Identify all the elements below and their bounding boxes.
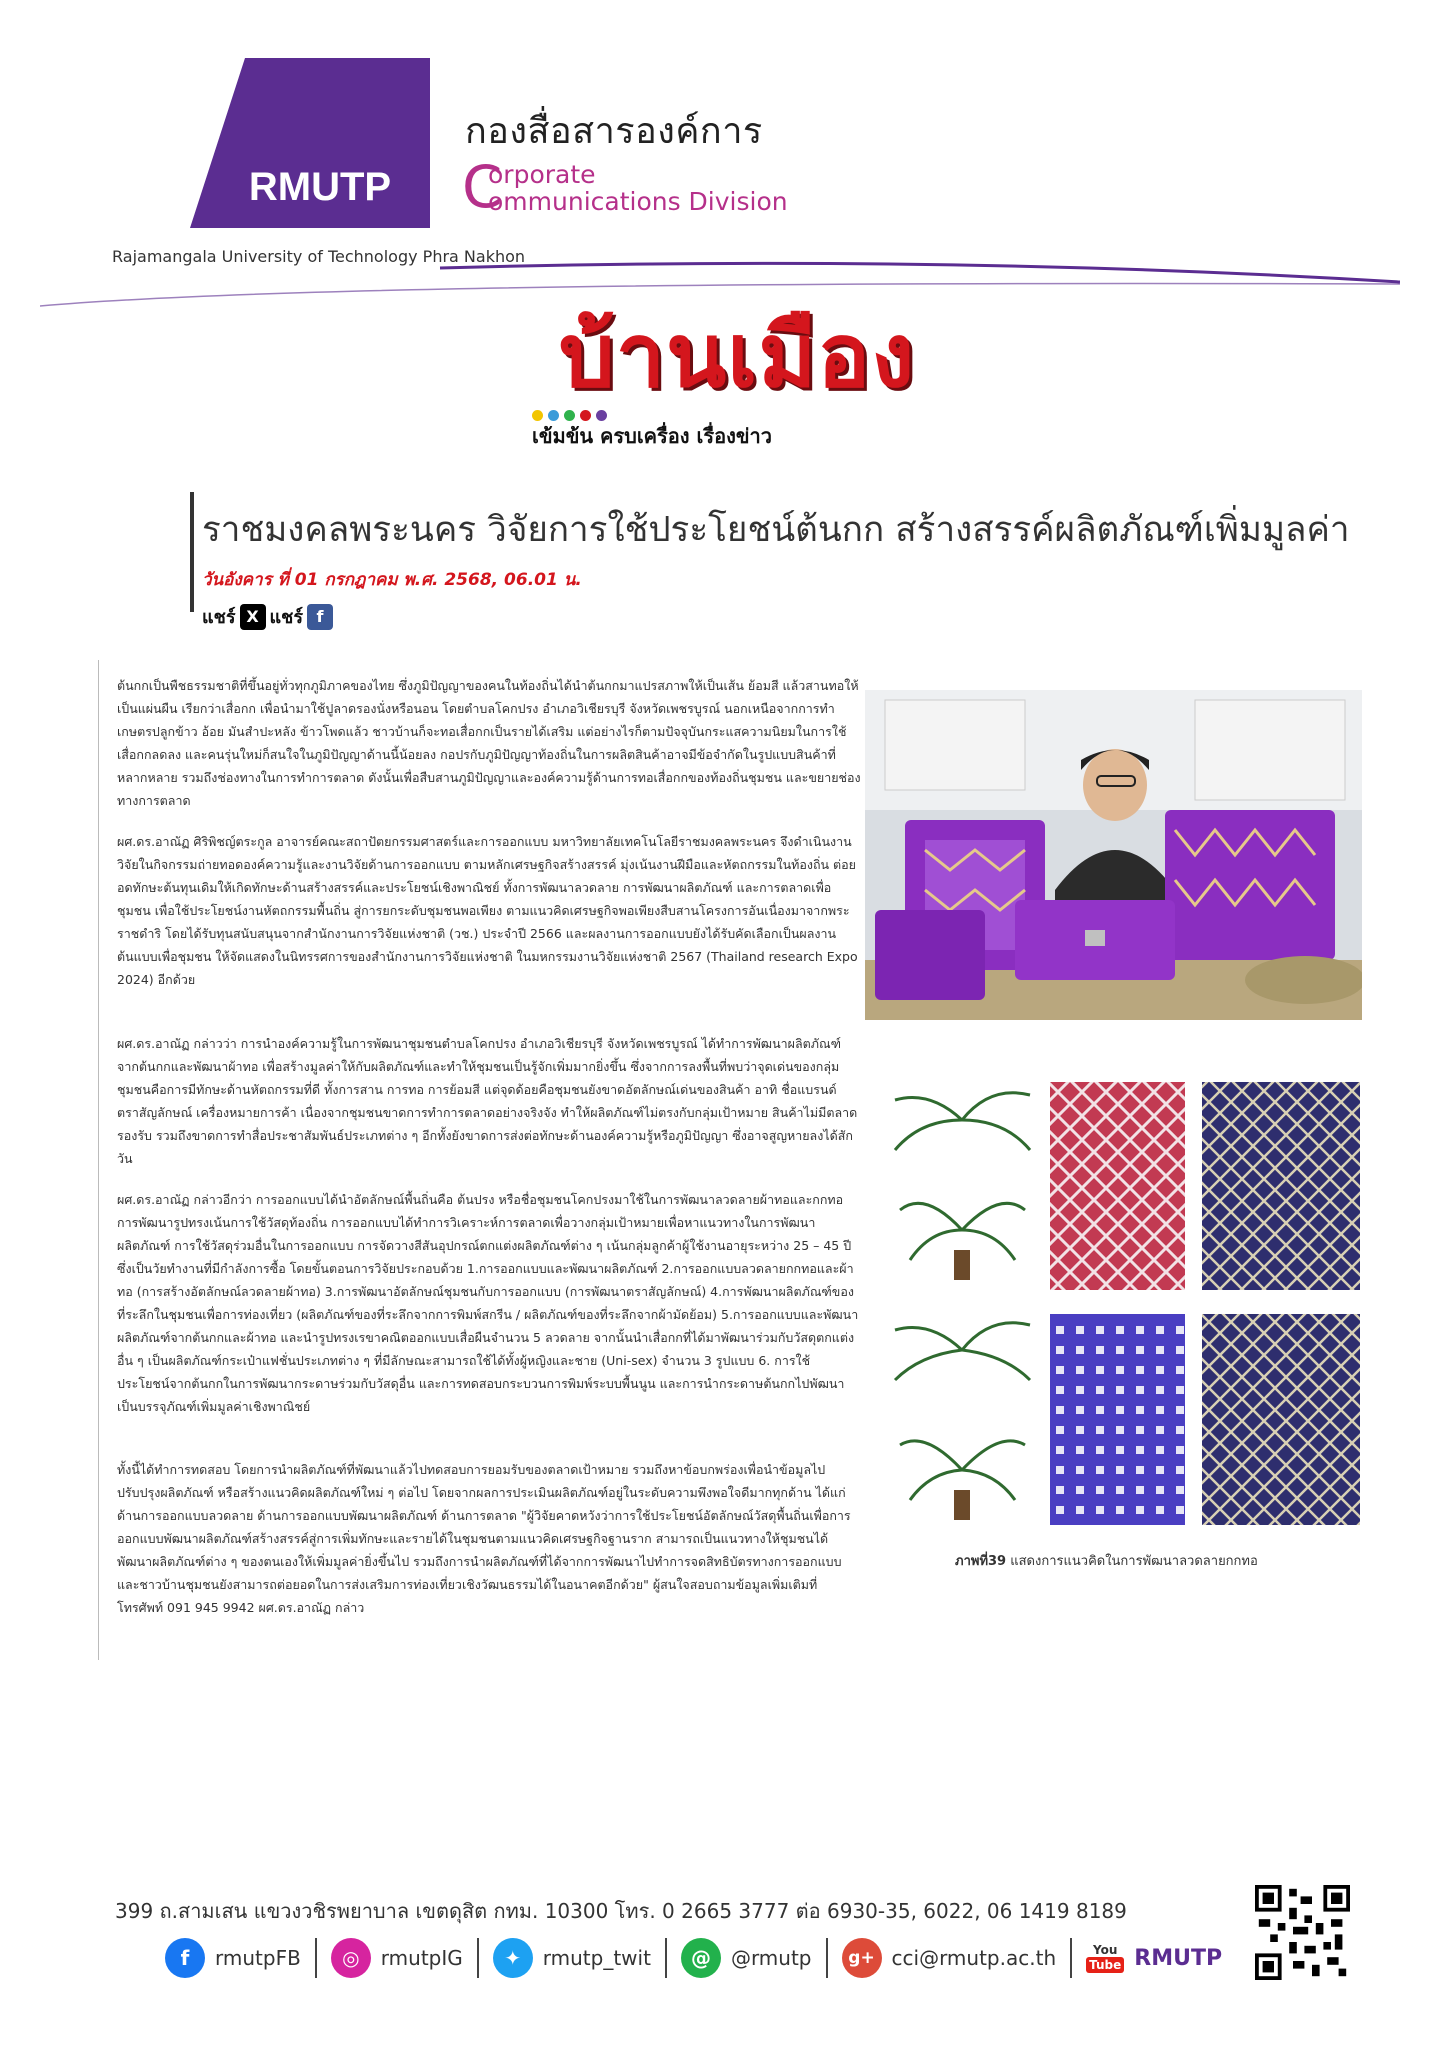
separator (1070, 1938, 1072, 1978)
separator (477, 1938, 479, 1978)
x-share-icon[interactable]: X (240, 604, 266, 630)
newspaper-tagline: เข้มข้น ครบเครื่อง เรื่องข่าว (532, 424, 772, 448)
newspaper-masthead (512, 300, 962, 460)
share-label: แชร์ (269, 607, 303, 628)
pattern-concept-figure (890, 1080, 1360, 1530)
share-label: แชร์ (202, 607, 236, 628)
line-handle[interactable]: @rmutp (730, 1946, 812, 1970)
article-body (98, 660, 869, 1660)
instagram-handle[interactable]: rmutpIG (380, 1946, 463, 1970)
cycad-plant-illustration (890, 1310, 1035, 1525)
separator (826, 1938, 828, 1978)
share-row (202, 602, 333, 631)
facebook-share-icon[interactable]: f (307, 604, 333, 630)
newspaper-name: บ้านเมือง (558, 303, 916, 407)
google-plus-icon[interactable]: g+ (842, 1938, 882, 1978)
separator (665, 1938, 667, 1978)
youtube-icon-bottom: Tube (1086, 1957, 1124, 1973)
headline-accent-bar (190, 492, 194, 612)
division-initial: C (462, 153, 503, 221)
footer-address: 399 ถ.สามเสน แขวงวชิรพยาบาล เขตดุสิต กทม. 10300 โทร. 0 2665 3777 ต่อ 6930-35, 6022, 06 1419 8189 (115, 1899, 1127, 1923)
cycad-plant-illustration (890, 1080, 1035, 1290)
blue-woven-pattern (1050, 1314, 1185, 1525)
researcher-with-bags-photo (865, 690, 1362, 1020)
facebook-icon[interactable]: f (165, 1938, 205, 1978)
navy-woven-pattern (1202, 1082, 1360, 1290)
line-icon[interactable]: @ (681, 1938, 721, 1978)
caption-text: แสดงการแนวคิดในการพัฒนาลวดลายกกทอ (1006, 1554, 1258, 1569)
email-address[interactable]: cci@rmutp.ac.th (891, 1946, 1057, 1970)
article-paragraph: ทั้งนี้ได้ทำการทดสอบ โดยการนำผลิตภัณฑ์ที่พัฒนาแล้วไปทดสอบการยอมรับของตลาดเป้าหมาย รวมถึงหาข้อบกพร่องเพื่อนำข้อมูลไปปรับปรุงผลิตภัณฑ์ หรือสร้างแนวคิดผลิตภัณฑ์ใหม่ ๆ ต่อไป โดยจากผลการประเมินผลิตภัณฑ์อยู่ในระดับความพึงพอใจดีมากทุกด้าน ได้แก่ ด้านการออกแบบลวดลาย ด้านการออกแบบพัฒนาผลิตภัณฑ์ ด้านการตลาด "ผู้วิจัยคาดหวังว่าการใช้ประโยชน์อัตลักษณ์วัสดุพื้นถิ่นเพื่อการออกแบบพัฒนาผลิตภัณฑ์สร้างสรรค์สู่การเพิ่มทักษะและรายได้ในชุมชนตามแนวคิดเศรษฐกิจฐานราก สามารถเป็นแนวทางให้ชุมชนได้พัฒนาผลิตภัณฑ์ต่าง ๆ ของตนเองให้เพิ่มมูลค่ายิ่งขึ้นไป รวมถึงการนำผลิตภัณฑ์ที่ได้จากการพัฒนาไปทำการจดสิทธิบัตรทางการออกแบบ และชาวบ้านชุมชนยังสามารถต่อยอดในการส่งเสริมการท่องเที่ยวเชิงวัฒนธรรมได้ในอนาคตอีกด้วย" ผู้สนใจสอบถามข้อมูลเพิ่มเติมที่ โทรศัพท์ 091 945 9942 ผศ.ดร.อาณัฏ กล่าว (117, 1462, 851, 1615)
youtube-icon[interactable] (1086, 1943, 1124, 1973)
twitter-handle[interactable]: rmutp_twit (542, 1946, 651, 1970)
division-line-2: ommunications Division (488, 187, 788, 216)
article-dateline: วันอังคาร ที่ 01 กรกฎาคม พ.ศ. 2568, 06.01 น. (202, 570, 582, 590)
article-paragraph: ต้นกกเป็นพืชธรรมชาติที่ขึ้นอยู่ทั่วทุกภูมิภาคของไทย ซึ่งภูมิปัญญาของคนในท้องถิ่นได้นำต้นกกมาแปรสภาพให้เป็นเส้น ย้อมสี แล้วสานทอให้เป็นแผ่นผืน เรียกว่าเสื่อกก เพื่อนำมาใช้ปูลาดรองนั่งหรือนอน โดยตำบลโคกปรง อำเภอวิเชียรบุรี จังหวัดเพชรบูรณ์ นอกเหนือจากการทำเกษตรปลูกข้าว อ้อย มันสำปะหลัง ข้าวโพดแล้ว ชาวบ้านก็จะทอเสื่อกกเป็นรายได้เสริม แต่อย่างไรก็ตามปัจจุบันกระแสความนิยมในการใช้เสื่อกกลดลง และคนรุ่นใหม่ก็สนใจในภูมิปัญญาด้านนี้น้อยลง กอปรกับภูมิปัญญาท้องถิ่นในการผลิตสินค้าอาจมีข้อจำกัดในรูปแบบสินค้าที่หลากหลาย รวมถึงช่องทางในการทำการตลาด ดังนั้นเพื่อสืบสานภูมิปัญญาและองค์ความรู้ด้านการทอเสื่อกกของท้องถิ่นชุมชน และขยายช่องทางการตลาด (117, 678, 861, 808)
twitter-icon[interactable]: ✦ (493, 1938, 533, 1978)
qr-code[interactable] (1255, 1885, 1350, 1980)
separator (315, 1938, 317, 1978)
youtube-icon-top: You (1093, 1943, 1118, 1957)
red-woven-pattern (1050, 1082, 1185, 1290)
navy-woven-pattern (1202, 1314, 1360, 1525)
rmutp-logo (190, 58, 430, 228)
article-headline: ราชมงคลพระนคร วิจัยการใช้ประโยชน์ต้นกก สร้างสรรค์ผลิตภัณฑ์เพิ่มมูลค่า (202, 510, 1350, 550)
logo-text: RMUTP (248, 165, 392, 209)
article-paragraph: ผศ.ดร.อาณัฏ กล่าวว่า การนำองค์ความรู้ในการพัฒนาชุมชนตำบลโคกปรง อำเภอวิเชียรบุรี จังหวัดเพชรบูรณ์ ได้ทำการพัฒนาผลิตภัณฑ์จากต้นกกและพัฒนาผ้าทอ เพื่อสร้างมูลค่าให้กับผลิตภัณฑ์และทำให้ชุมชนเป็นรู้จักเพิ่มมากยิ่งขึ้น ซึ่งจากการลงพื้นที่พบว่าจุดเด่นของกลุ่มชุมชนคือการมีทักษะด้านหัตถกรรมที่ดี ทั้งการสาน การทอ การย้อมสี แต่จุดด้อยคือชุมชนยังขาดอัตลักษณ์เด่นของสินค้า อาทิ ชื่อแบรนด์ ตราสัญลักษณ์ เครื่องหมายการค้า เนื่องจากชุมชนขาดการทำการตลาดอย่างจริงจัง ทำให้ผลิตภัณฑ์ไม่ตรงกับกลุ่มเป้าหมาย สินค้าไม่มีตลาดรองรับ รวมถึงขาดการทำสื่อประชาสัมพันธ์ประเภทต่าง ๆ อีกทั้งยังขาดการส่งต่อทักษะด้านองค์ความรู้หรือภูมิปัญญา ซึ่งอาจสูญหายลงได้สักวัน (117, 1036, 858, 1166)
instagram-icon[interactable]: ◎ (331, 1938, 371, 1978)
figure-caption (955, 1550, 1258, 1571)
article-paragraph: ผศ.ดร.อาณัฏ ศิริพิชญ์ตระกูล อาจารย์คณะสถาปัตยกรรมศาสตร์และการออกแบบ มหาวิทยาลัยเทคโนโลยีราชมงคลพระนคร จึงดำเนินงานวิจัยในกิจกรรมถ่ายทอดองค์ความรู้และงานวิจัยด้านการออกแบบ ตามหลักเศรษฐกิจสร้างสรรค์ มุ่งเน้นงานฝีมือและหัตถกรรมในท้องถิ่น ต่อยอดทักษะต้นทุนเดิมให้เกิดทักษะด้านสร้างสรรค์และประโยชน์เชิงพาณิชย์ ทั้งการพัฒนาลวดลาย การพัฒนาผลิตภัณฑ์ และการตลาดเพื่อชุมชน เพื่อใช้ประโยชน์งานหัตถกรรมพื้นถิ่น สู่การยกระดับชุมชนพอเพียง ตามแนวคิดเศรษฐกิจพอเพียงสืบสานโครงการอันเนื่องมาจากพระราชดำริ โดยได้รับทุนสนับสนุนจากสำนักงานการวิจัยแห่งชาติ (วช.) ประจำปี 2566 และผลงานการออกแบบยังได้รับคัดเลือกเป็นผลงานต้นแบบเพื่อชุมชน ให้จัดแสดงในนิทรรศการของสำนักงานการวิจัยแห่งชาติ ในมหกรรมงานวิจัยแห่งชาติ 2567 (Thailand research Expo 2024) อีกด้วย (117, 834, 858, 987)
university-name: Rajamangala University of Technology Phra Nakhon (112, 247, 526, 266)
facebook-handle[interactable]: rmutpFB (215, 1946, 301, 1970)
division-line-1: orporate (488, 160, 596, 189)
caption-label: ภาพที่39 (955, 1554, 1007, 1569)
article-paragraph: ผศ.ดร.อาณัฏ กล่าวอีกว่า การออกแบบได้นำอัตลักษณ์พื้นถิ่นคือ ต้นปรง หรือชื่อชุมชนโคกปรงมาใช้ในการพัฒนาลวดลายผ้าทอและกกทอ การพัฒนารูปทรงเน้นการใช้วัสดุท้องถิ่น การออกแบบได้ทำการวิเคราะห์การตลาดเพื่อวางกลุ่มเป้าหมายเพื่อหาแนวทางในการพัฒนาผลิตภัณฑ์ การใช้วัสดุร่วมอื่นในการออกแบบ การจัดวางสีสันอุปกรณ์ตกแต่งผลิตภัณฑ์ต่าง ๆ เน้นกลุ่มลูกค้าผู้ใช้งานอายุระหว่าง 25 – 45 ปี ซึ่งเป็นวัยทำงานที่มีกำลังการซื้อ โดยขั้นตอนการวิจัยประกอบด้วย 1.การออกแบบและพัฒนาผลิตภัณฑ์ 2.การออกแบบลวดลายกกทอและผ้าทอ (การสร้างอัตลักษณ์ลวดลายผ้าทอ) 3.การพัฒนาอัตลักษณ์ชุมชนกับการออกแบบ (การพัฒนาตราสัญลักษณ์) 4.การพัฒนาผลิตภัณฑ์ของที่ระลึกในชุมชนเพื่อการท่องเที่ยว (ผลิตภัณฑ์ของที่ระลึกจากการพิมพ์สกรีน / ผลิตภัณฑ์ของที่ระลึกจากผ้ามัดย้อม) 5.การออกแบบและพัฒนาผลิตภัณฑ์จากต้นกกและผ้าทอ และนำรูปทรงเรขาคณิตออกแบบเสื่อผืนจำนวน 5 ลวดลาย จากนั้นนำเสื่อกกที่ได้มาพัฒนาร่วมกับวัสดุตกแต่งอื่น ๆ เป็นผลิตภัณฑ์กระเป๋าแฟชั่นประเภทต่าง ๆ ที่มีลักษณะสามารถใช้ได้ทั้งผู้หญิงและชาย (Uni-sex) จำนวน 3 รูปแบบ 6. การใช้ประโยชน์จากต้นกกในการพัฒนากระดาษร่วมกับวัสดุอื่น และการทดสอบกระบวนการพิมพ์ระบบพื้นนูน และการนำกระดาษต้นกกไปพัฒนาเป็นบรรจุภัณฑ์เพิ่มมูลค่าเชิงพาณิชย์ (117, 1192, 859, 1414)
org-name-thai: กองสื่อสารองค์การ (465, 111, 763, 152)
social-links (165, 1935, 1222, 1981)
youtube-channel[interactable]: RMUTP (1134, 1945, 1223, 1971)
